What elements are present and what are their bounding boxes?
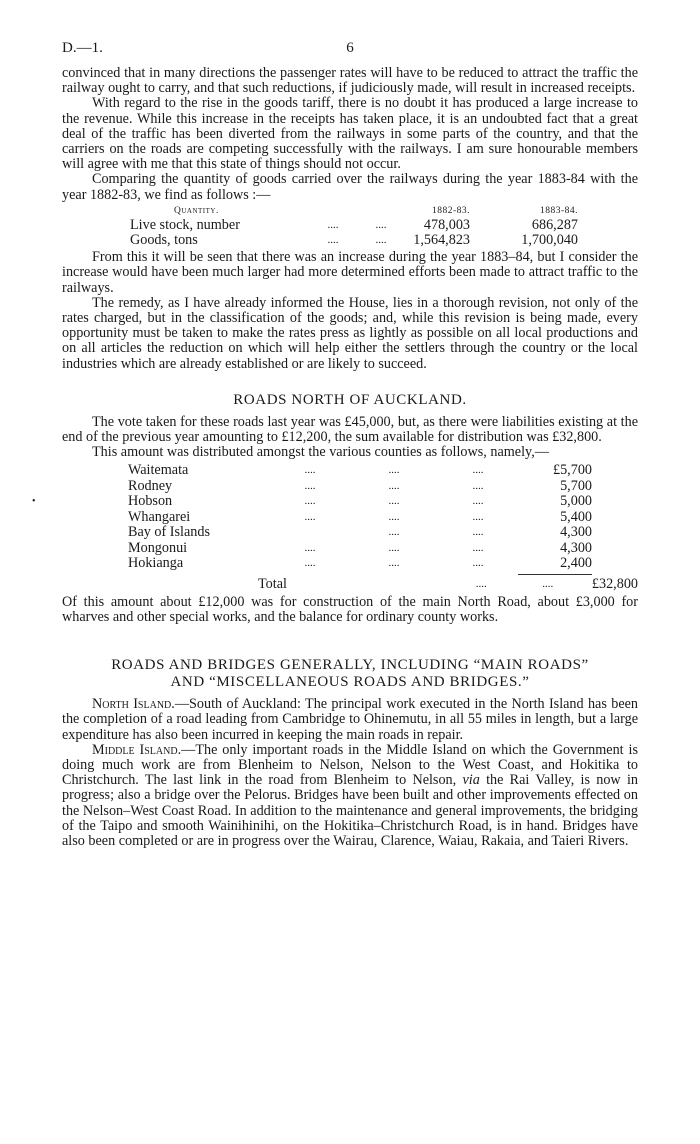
leader-dots: .... [375, 218, 387, 231]
leader-dots: .... [327, 234, 339, 247]
county-value: 4,300 [560, 524, 592, 541]
leader-dots: .... [388, 495, 400, 508]
quantity-header-label: Quantity. [174, 205, 219, 216]
county-value: 5,000 [560, 493, 592, 510]
document-reference: D.—1. [62, 40, 103, 56]
quantity-table [62, 205, 638, 248]
county-name: Rodney [128, 477, 173, 494]
county-name: Hokianga [128, 554, 184, 571]
table-row [62, 479, 638, 494]
paragraph-comparing: Comparing the quantity of goods carried over the railways during the year 1883-84 with the year 1882-83, we find as follows :— [62, 171, 638, 203]
leader-dots: .... [327, 218, 339, 231]
quantity-value-1882: 1,564,823 [413, 232, 470, 249]
paragraph-middle-island [62, 743, 638, 849]
section-heading-roads-north: ROADS NORTH OF AUCKLAND. [233, 391, 467, 408]
county-name: Whangarei [128, 508, 191, 525]
counties-table [62, 463, 638, 592]
quantity-value-1882: 478,003 [423, 216, 470, 233]
table-row [62, 463, 638, 478]
leader-dots: .... [472, 510, 484, 523]
quantity-table-header [62, 205, 638, 218]
quantity-header-1882: 1882-83. [431, 205, 470, 216]
middle-island-label: Middle Island. [92, 741, 182, 758]
north-island-text: —South of Auckland: The principal work executed in the North Island has been the completion of a road leading from Cambridge to Ohinemutu, in all 55 miles in length, but a large expenditure has also been incurred in keeping the main roads in repair. [62, 696, 639, 743]
total-rule [518, 574, 592, 575]
section-heading-roads-bridges [62, 657, 638, 691]
county-name: Hobson [128, 493, 173, 510]
county-value: 2,400 [560, 554, 592, 571]
leader-dots: .... [388, 510, 400, 523]
leader-dots: .... [472, 556, 484, 569]
table-row [62, 510, 638, 525]
document-page [62, 40, 638, 849]
via-italic: via [462, 772, 480, 789]
leader-dots: .... [388, 464, 400, 477]
paragraph-goods-tariff: With regard to the rise in the goods tariff, there is no doubt it has produced a large increase to the revenue. While this increase in the receipts has taken place, it is an undoubted fact that a great deal of the traffic has been diverted from the railways in some parts of the country, and that the carriers on the roads are competing successfully with the railways. I am sure honourable members will agree with me that this state of things should not occur. [62, 95, 638, 173]
quantity-value-1883: 686,287 [531, 216, 578, 233]
leader-dots: .... [475, 578, 487, 591]
quantity-value-1883: 1,700,040 [521, 232, 578, 249]
table-row [62, 541, 638, 556]
page-header [62, 40, 638, 66]
table-row [62, 556, 638, 571]
total-label: Total [258, 576, 287, 593]
paragraph-continuation: convinced that in many directions the passenger rates will have to be reduced to attract the traffic the railway ought to carry, and that such reductions, if judiciously made, will result in increased receipts. [62, 65, 638, 97]
county-name: Bay of Islands [128, 524, 210, 541]
section-heading-line2: AND “MISCELLANEOUS ROADS AND BRIDGES.” [170, 674, 530, 691]
page-number: 6 [346, 40, 354, 56]
county-value: 4,300 [560, 539, 592, 556]
leader-dots: .... [388, 479, 400, 492]
leader-dots: .... [388, 526, 400, 539]
leader-dots: .... [304, 479, 316, 492]
middle-island-text-1: —The only important roads in the Middle Island on which the Government is doing much work are from Blenheim to Nelson, Nelson to the West Coast, and Hokitika to Christchurch. The last link in the road from Blenheim to Nelson, [62, 741, 638, 789]
paragraph-increase: From this it will be seen that there was an increase during the year 1883–84, but I consider the increase would have been much larger had more determined efforts been made to attract traffic to the railways. [62, 249, 638, 296]
table-row [62, 525, 638, 540]
paragraph-distribution: This amount was distributed amongst the various counties as follows, namely,— [92, 444, 549, 461]
county-value: 5,400 [560, 508, 592, 525]
leader-dots: .... [304, 556, 316, 569]
leader-dots: .... [472, 479, 484, 492]
leader-dots: .... [304, 541, 316, 554]
total-row [62, 577, 638, 592]
county-name: Mongonui [128, 539, 188, 556]
paragraph-remedy: The remedy, as I have already informed the House, lies in a thorough revision, not only of the rates charged, but in the classification of the goods; and, while this revision is being made, every opportunity must be taken to make the rates press as lightly as possible on all local productions and on all articles the reduction on which will help either the settlers through the country or the local industries which are already established or are likely to succeed. [62, 294, 638, 372]
paragraph-north-island [62, 697, 638, 743]
leader-dots: .... [472, 495, 484, 508]
table-row [62, 218, 638, 233]
leader-dots: .... [375, 234, 387, 247]
county-value: £5,700 [552, 462, 592, 479]
table-row [62, 233, 638, 248]
table-row [62, 494, 638, 509]
total-value: £32,800 [591, 576, 638, 593]
margin-mark: • [32, 496, 36, 507]
leader-dots: .... [472, 526, 484, 539]
leader-dots: .... [472, 464, 484, 477]
north-island-label: North Island. [92, 696, 175, 713]
leader-dots: .... [472, 541, 484, 554]
leader-dots: .... [304, 464, 316, 477]
quantity-row-label: Goods, tons [130, 232, 198, 249]
paragraph-vote: The vote taken for these roads last year was £45,000, but, as there were liabilities existing at the end of the previous year amounting to £12,200, the sum available for distribution was £32,800. [62, 413, 638, 446]
leader-dots: .... [388, 541, 400, 554]
paragraph-of-this-amount: Of this amount about £12,000 was for construction of the main North Road, about £3,000 for wharves and other special works, and the balance for ordinary county works. [62, 593, 638, 625]
county-name: Waitemata [128, 462, 189, 479]
quantity-row-label: Live stock, number [130, 216, 240, 233]
leader-dots: .... [388, 556, 400, 569]
leader-dots: .... [542, 578, 554, 591]
leader-dots: .... [304, 495, 316, 508]
county-value: 5,700 [560, 477, 592, 494]
quantity-header-1883: 1883-84. [539, 205, 578, 216]
section-heading-line1: ROADS AND BRIDGES GENERALLY, INCLUDING “MAIN ROADS” [111, 657, 589, 674]
leader-dots: .... [304, 510, 316, 523]
middle-island-text-2: the Rai Valley, is now in progress; also a bridge over the Pelorus. Bridges have been built and other improvements effected on the Nelson–West Coast Road. In addition to the maintenance and general improvements, the bridging of the Taipo and smooth Wainihinihi, on the Hokitika–Christchurch Road, is in hand. Bridges have also been completed or are in progress over the Wairau, Clarence, Waiau, Rakaia, and Taieri Rivers. [62, 772, 638, 849]
